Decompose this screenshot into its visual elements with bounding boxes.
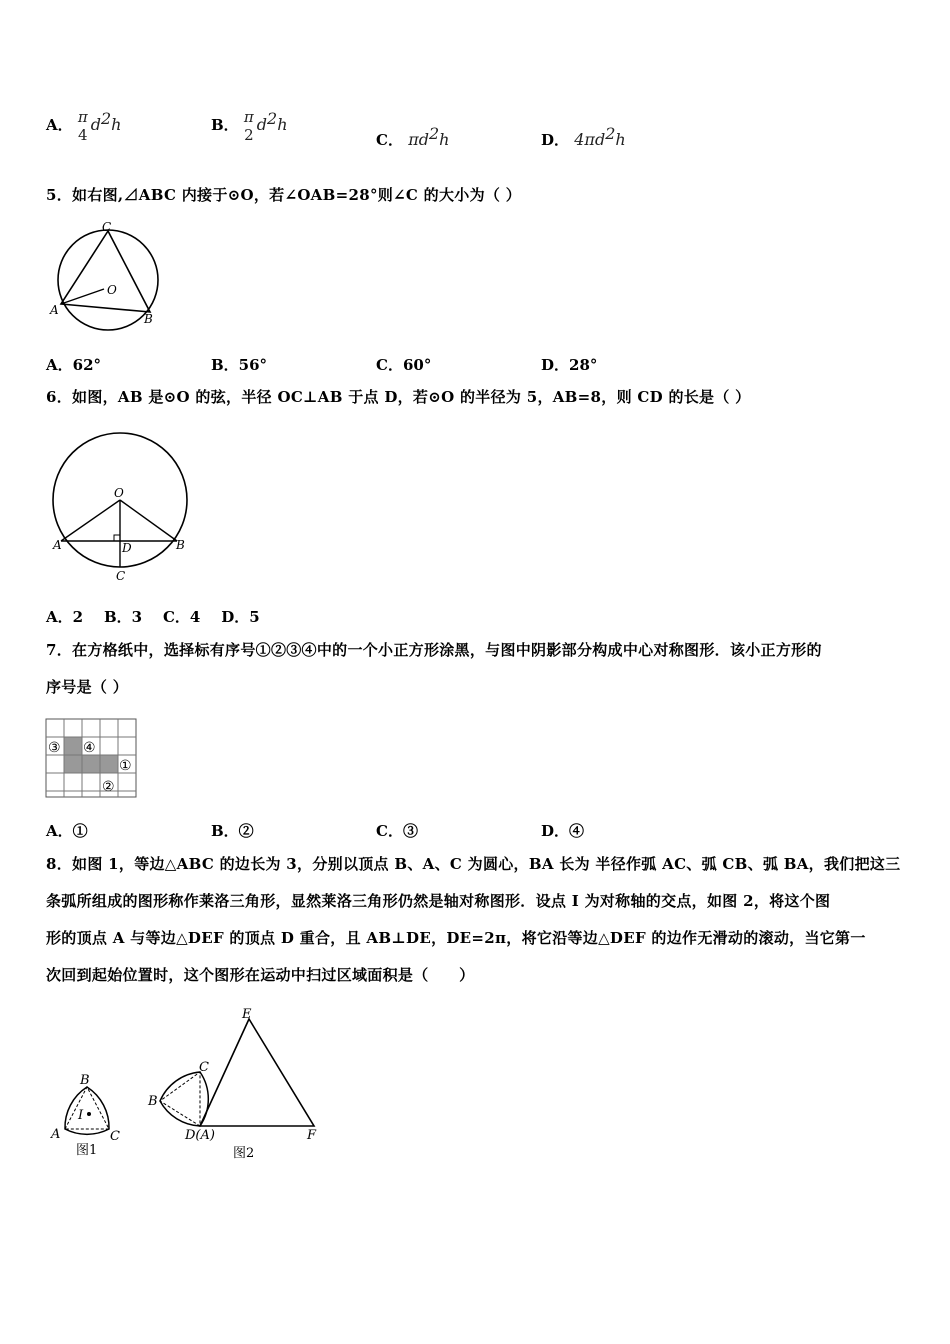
q4-option-d[interactable]: D． $4\pi d^2h$: [541, 124, 626, 149]
q8-fig1-label-i: I: [78, 1108, 84, 1123]
q8-fig2-caption: 图2: [233, 1146, 255, 1161]
q6-right-angle-mark: [114, 535, 120, 541]
q8-fig2-label-da: D(A): [185, 1128, 215, 1143]
q5-label-o: O: [107, 283, 117, 297]
q5-label-b: B: [144, 312, 153, 326]
q6-label-c: C: [116, 569, 126, 583]
q8-figures: [45, 1005, 330, 1170]
q7-text-line1: 7．在方格纸中，选择标有序号①②③④中的一个小正方形涂黑，与图中阴影部分构成中心对称图形．该小正方形的: [46, 641, 822, 659]
q8-fig2: [147, 1007, 317, 1161]
q7-grid-figure: [45, 717, 139, 799]
q5-option-a[interactable]: A．62°: [46, 356, 102, 374]
q5-option-d[interactable]: D．28°: [541, 356, 598, 374]
q7-mark-1: ①: [119, 758, 132, 774]
q5-label-a: A: [50, 303, 59, 317]
q8-fig2-label-b: B: [148, 1094, 158, 1109]
q7-option-b[interactable]: B．②: [211, 822, 254, 840]
q6-segment-oa: [61, 500, 120, 541]
q5-segment-oa: [61, 289, 104, 304]
q6-label-d: D: [122, 541, 132, 555]
fraction-pi-over-4: π 4: [77, 108, 88, 144]
q5-circle-figure: [46, 222, 176, 334]
q6-segment-ob: [120, 500, 177, 541]
q8-fig2-label-c: C: [199, 1060, 209, 1075]
q8-text-line3: 形的顶点 A 与等边△DEF 的顶点 D 重合，且 AB⊥DE，DE=2π，将它沿等边△DEF 的边作无滑动的滚动，当它第一: [46, 929, 866, 947]
q7-option-a[interactable]: A．①: [46, 822, 88, 840]
q7-mark-4: ④: [83, 740, 96, 756]
q8-text-line2: 条弧所组成的图形称作莱洛三角形，显然莱洛三角形仍然是轴对称图形．设点 I 为对称轴的交点，如图 2，将这个图: [46, 892, 831, 910]
q8-fig1-label-a: A: [51, 1127, 61, 1142]
q8-fig1-reuleaux: [50, 1073, 120, 1158]
q7-option-c[interactable]: C．③: [376, 822, 418, 840]
q8-text-line1: 8．如图 1，等边△ABC 的边长为 3，分别以顶点 B、A、C 为圆心，BA 长为 半径作弧 AC、弧 CB、弧 BA，我们把这三: [46, 855, 901, 873]
q8-fig2-label-f: F: [307, 1128, 317, 1143]
q4-option-a[interactable]: A． π 4 $d^2h$: [46, 108, 122, 144]
q6-circle-figure: [48, 428, 192, 586]
q6-label-b: B: [176, 538, 185, 552]
q7-mark-3: ③: [48, 740, 61, 756]
q7-mark-2: ②: [102, 779, 115, 795]
q4-option-c[interactable]: C． $\pi d^2h$: [376, 124, 450, 149]
q8-fig2-label-e: E: [242, 1007, 252, 1022]
q6-text: 6．如图，AB 是⊙O 的弦，半径 OC⊥AB 于点 D，若⊙O 的半径为 5，AB=8，则 CD 的长是（ ）: [46, 388, 751, 406]
q8-fig2-triangle-def: [200, 1019, 314, 1126]
q5-option-c[interactable]: C．60°: [376, 356, 432, 374]
fraction-pi-over-2: π 2: [243, 108, 254, 144]
q6-options[interactable]: A．2 B．3 C．4 D．5: [46, 608, 260, 626]
q5-option-b[interactable]: B．56°: [211, 356, 268, 374]
q8-fig1-caption: 图1: [76, 1143, 98, 1158]
q6-label-o: O: [114, 486, 124, 500]
q4-option-b[interactable]: B． π 2 $d^2h$: [211, 108, 288, 144]
q8-text-line4: 次回到起始位置时，这个图形在运动中扫过区域面积是（ ）: [46, 966, 475, 984]
q5-label-c: C: [102, 222, 112, 234]
q8-fig1-label-b: B: [80, 1073, 90, 1088]
q4-options: [46, 104, 906, 149]
q6-label-a: A: [53, 538, 62, 552]
q5-circle: [58, 230, 158, 330]
q7-text-line2: 序号是（ ）: [46, 678, 129, 696]
q7-option-d[interactable]: D．④: [541, 822, 585, 840]
q8-fig1-label-c: C: [110, 1129, 120, 1144]
q5-text: 5．如右图,⊿ABC 内接于⊙O，若∠OAB=28°则∠C 的大小为（ ）: [46, 186, 521, 204]
q8-fig1-point-i: [87, 1112, 91, 1116]
